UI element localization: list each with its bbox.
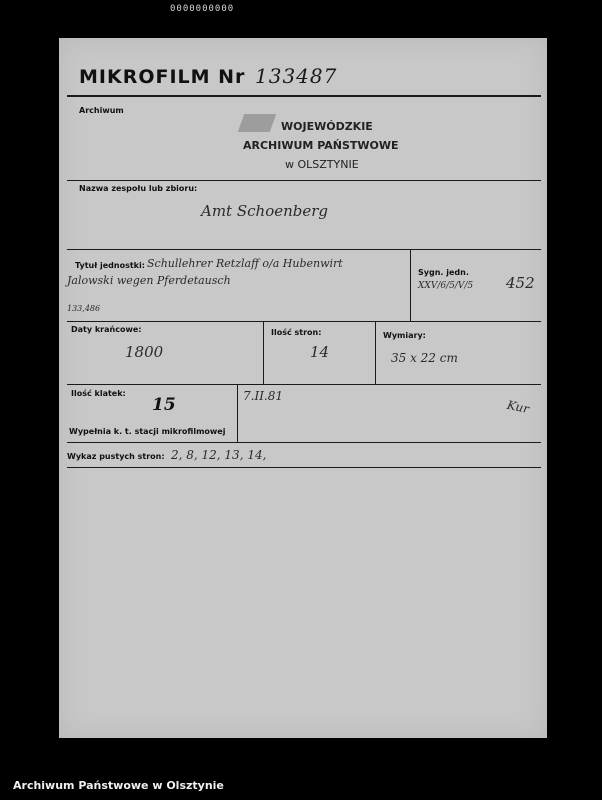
- archiwum-label: Archiwum: [79, 106, 124, 115]
- tytul-label: Tytuł jednostki:: [75, 261, 145, 270]
- stamp-line-2: ARCHIWUM PAŃSTWOWE: [243, 139, 399, 152]
- ilosc-klatek-value: 15: [152, 395, 176, 415]
- stamp-smudge: [238, 114, 277, 132]
- ilosc-stron-value: 14: [310, 343, 330, 361]
- divider-title: [67, 95, 541, 97]
- archive-footer: Archiwum Państwowe w Olsztynie: [13, 779, 224, 792]
- microfilm-card: [59, 38, 547, 738]
- divider-sygn-vertical: [410, 250, 411, 322]
- wymiary-value: 35 x 22 cm: [391, 351, 458, 365]
- divider-klatek-vertical: [237, 385, 238, 443]
- divider-stron-vertical: [375, 322, 376, 384]
- sygn-number: 452: [506, 274, 535, 292]
- stamp-line-3: w OLSZTYNIE: [285, 158, 359, 171]
- daty-label: Daty krańcowe:: [71, 325, 142, 334]
- wymiary-label: Wymiary:: [383, 331, 426, 340]
- scan-id-label: 0000000000: [170, 4, 235, 14]
- wykaz-value: 2, 8, 12, 13, 14,: [171, 448, 267, 462]
- zespol-value: Amt Schoenberg: [201, 202, 329, 220]
- station-note: 7.II.81: [243, 389, 284, 403]
- divider-daty-vertical: [263, 322, 264, 384]
- divider-klatek: [67, 442, 541, 443]
- zespol-label: Nazwa zespołu lub zbioru:: [79, 184, 198, 193]
- tytul-note: 133,486: [67, 304, 101, 313]
- station-initials: Kur: [505, 397, 531, 417]
- divider-daty: [67, 384, 541, 385]
- tytul-value-line1: Schullehrer Retzlaff o/a Hubenwirt: [147, 257, 343, 270]
- divider-tytul: [67, 321, 541, 322]
- daty-value: 1800: [125, 343, 164, 361]
- stamp-line-1: WOJEWÓDZKIE: [281, 120, 373, 133]
- ilosc-klatek-label: Ilość klatek:: [71, 389, 126, 398]
- wypelnia-label: Wypełnia k. t. stacji mikrofilmowej: [69, 427, 226, 436]
- wykaz-label: Wykaz pustych stron:: [67, 452, 165, 461]
- sygn-value: XXV/6/5/V/5: [418, 281, 474, 291]
- ilosc-stron-label: Ilość stron:: [271, 328, 322, 337]
- divider-wykaz: [67, 467, 541, 468]
- sygn-label: Sygn. jedn.: [418, 268, 469, 277]
- card-title: MIKROFILM Nr: [79, 66, 246, 88]
- microfilm-number: 133487: [255, 64, 338, 88]
- divider-archiwum: [67, 180, 541, 181]
- tytul-value-line2: Jalowski wegen Pferdetausch: [67, 274, 231, 287]
- divider-zespol: [67, 249, 541, 250]
- archive-stamp: [241, 112, 421, 172]
